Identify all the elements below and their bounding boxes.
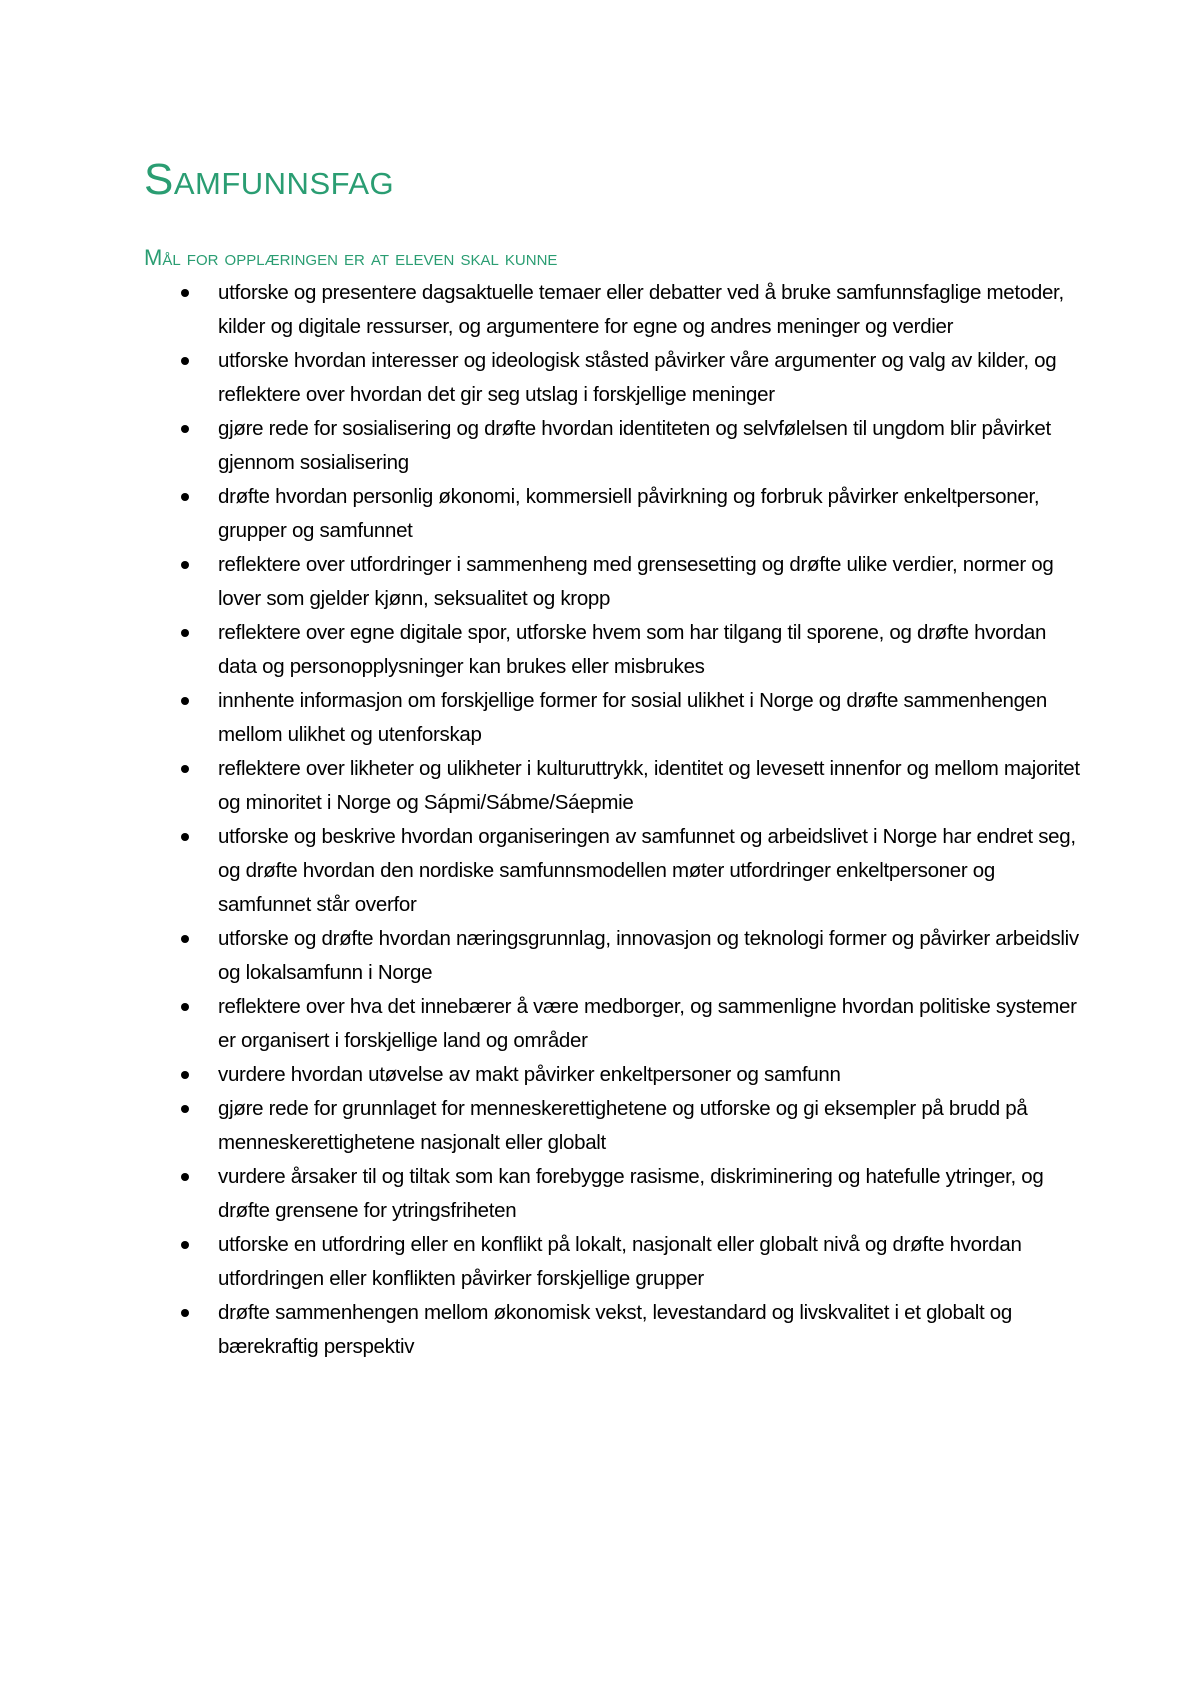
goal-item xyxy=(144,752,1084,820)
goal-text: vurdere årsaker til og tiltak som kan forebygge rasisme, diskriminering og hatefulle ytringer, og drøfte grensene for ytringsfriheten xyxy=(218,1165,1044,1222)
goal-item xyxy=(144,344,1084,412)
bullet-icon xyxy=(181,561,189,569)
bullet-icon xyxy=(181,1071,189,1079)
goal-text: reflektere over egne digitale spor, utforske hvem som har tilgang til sporene, og drøfte hvordan data og personopplysninger kan brukes eller misbrukes xyxy=(218,621,1047,678)
bullet-icon xyxy=(181,697,189,705)
section-heading: Mål for opplæringen er at eleven skal kunne xyxy=(144,245,558,270)
bullet-icon xyxy=(181,833,189,841)
goal-text: vurdere hvordan utøvelse av makt påvirker enkeltpersoner og samfunn xyxy=(218,1063,841,1086)
goal-item xyxy=(144,684,1084,752)
goal-item xyxy=(144,1228,1084,1296)
goal-item xyxy=(144,412,1084,480)
goal-text: utforske en utfordring eller en konflikt på lokalt, nasjonalt eller globalt nivå og drøfte hvordan utfordringen eller konflikten påvirker forskjellige grupper xyxy=(218,1233,1022,1290)
goal-item xyxy=(144,548,1084,616)
bullet-icon xyxy=(181,1309,189,1317)
goal-text: utforske og beskrive hvordan organiseringen av samfunnet og arbeidslivet i Norge har endret seg, og drøfte hvordan den nordiske samfunnsmodellen møter utfordringer enkeltpersoner og samfunnet står overfor xyxy=(218,825,1076,916)
goal-text: innhente informasjon om forskjellige former for sosial ulikhet i Norge og drøfte sammenhengen mellom ulikhet og utenforskap xyxy=(218,689,1047,746)
goal-text: reflektere over likheter og ulikheter i kulturuttrykk, identitet og levesett innenfor og mellom majoritet og minoritet i Norge og Sápmi/Sábme/Sáepmie xyxy=(218,757,1080,814)
goal-item xyxy=(144,990,1084,1058)
goal-item xyxy=(144,1092,1084,1160)
bullet-icon xyxy=(181,357,189,365)
bullet-icon xyxy=(181,289,189,297)
goal-item xyxy=(144,922,1084,990)
bullet-icon xyxy=(181,1173,189,1181)
goal-text: gjøre rede for grunnlaget for menneskerettighetene og utforske og gi eksempler på brudd på menneskerettighetene nasjonalt eller globalt xyxy=(218,1097,1028,1154)
goal-text: gjøre rede for sosialisering og drøfte hvordan identiteten og selvfølelsen til ungdom blir påvirket gjennom sosialisering xyxy=(218,417,1051,474)
bullet-icon xyxy=(181,1241,189,1249)
goal-item xyxy=(144,276,1084,344)
document-title: Samfunnsfag xyxy=(144,155,395,204)
goal-item xyxy=(144,1058,1084,1092)
goal-item xyxy=(144,616,1084,684)
goal-text: utforske og drøfte hvordan næringsgrunnlag, innovasjon og teknologi former og påvirker arbeidsliv og lokalsamfunn i Norge xyxy=(218,927,1079,984)
bullet-icon xyxy=(181,765,189,773)
bullet-icon xyxy=(181,1003,189,1011)
bullet-icon xyxy=(181,1105,189,1113)
goal-list xyxy=(144,276,1084,1364)
goal-text: drøfte sammenhengen mellom økonomisk vekst, levestandard og livskvalitet i et globalt og bærekraftig perspektiv xyxy=(218,1301,1012,1358)
goal-text: reflektere over hva det innebærer å være medborger, og sammenligne hvordan politiske systemer er organisert i forskjellige land og områder xyxy=(218,995,1077,1052)
goal-item xyxy=(144,1296,1084,1364)
bullet-icon xyxy=(181,493,189,501)
goal-text: utforske og presentere dagsaktuelle temaer eller debatter ved å bruke samfunnsfaglige metoder, kilder og digitale ressurser, og argumentere for egne og andres meninger og verdier xyxy=(218,281,1064,338)
goal-text: utforske hvordan interesser og ideologisk ståsted påvirker våre argumenter og valg av kilder, og reflektere over hvordan det gir seg utslag i forskjellige meninger xyxy=(218,349,1057,406)
bullet-icon xyxy=(181,935,189,943)
goal-text: reflektere over utfordringer i sammenheng med grensesetting og drøfte ulike verdier, normer og lover som gjelder kjønn, seksualitet og kropp xyxy=(218,553,1054,610)
goal-item xyxy=(144,1160,1084,1228)
bullet-icon xyxy=(181,425,189,433)
goal-item xyxy=(144,480,1084,548)
goal-text: drøfte hvordan personlig økonomi, kommersiell påvirkning og forbruk påvirker enkeltpersoner, grupper og samfunnet xyxy=(218,485,1040,542)
bullet-icon xyxy=(181,629,189,637)
goal-item xyxy=(144,820,1084,922)
